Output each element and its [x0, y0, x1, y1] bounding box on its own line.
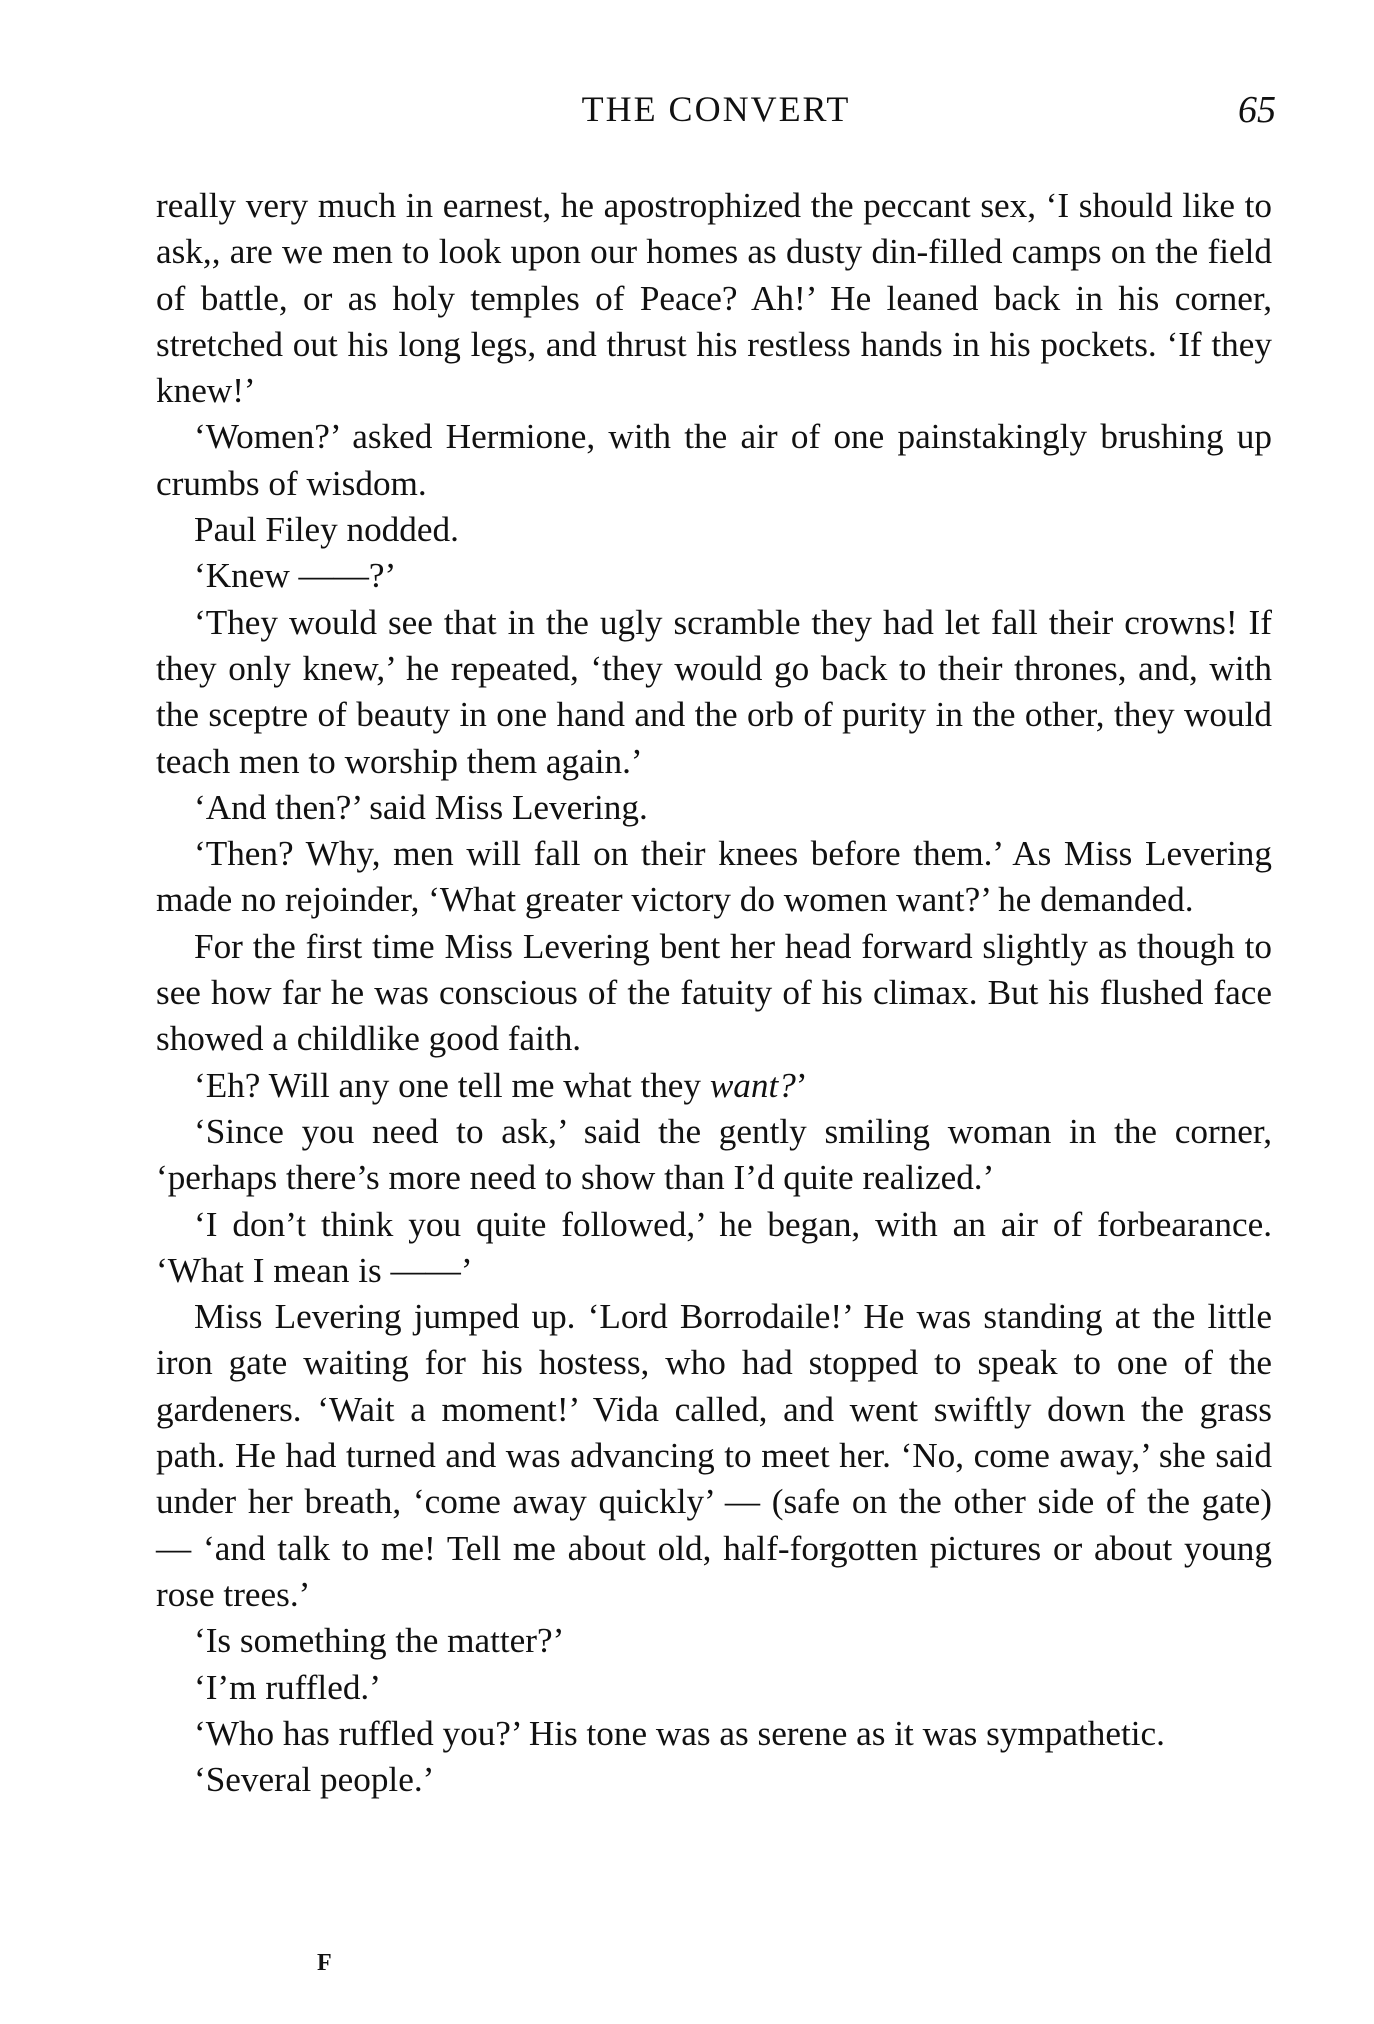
paragraph: Miss Levering jumped up. ‘Lord Borrodaile!’ He was standing at the little iron gate waiting for his hostess, who had stopped to speak to one of the gardeners. ‘Wait a moment!’ Vida called, and went swiftly down the grass path. He had turned and was advancing to meet her. ‘No, come away,’ she said under her breath, ‘come away quickly’ — (safe on the other side of the gate) — ‘and talk to me! Tell me about old, half-forgotten pictures or about young rose trees.’ — [156, 1297, 1272, 1614]
body-text — [156, 183, 1272, 1803]
paragraph: ‘Since you need to ask,’ said the gently smiling woman in the corner, ‘perhaps there’s more need to show than I’d quite realized.’ — [156, 1111, 1272, 1198]
paragraph-text: ‘Eh? Will any one tell me what they — [194, 1065, 710, 1105]
paragraph: ‘Women?’ asked Hermione, with the air of one painstakingly brushing up crumbs of wisdom. — [156, 417, 1272, 503]
paragraph: ‘I don’t think you quite followed,’ he began, with an air of forbearance. ‘What I mean is ——’ — [156, 1204, 1272, 1290]
paragraph-with-emphasis — [156, 1063, 1272, 1109]
paragraph: ‘Several people.’ — [194, 1760, 435, 1800]
paragraph: ‘Who has ruffled you?’ His tone was as serene as it was sympathetic. — [194, 1713, 1165, 1753]
paragraph: really very much in earnest, he apostrophized the peccant sex, ‘I should like to ask,, are we men to look upon our homes as dusty din-filled camps on the field of battle, or as holy temples of Peace? Ah!’ He leaned back in his corner, stretched out his long legs, and thrust his restless hands in his pockets. ‘If they knew!’ — [156, 186, 1272, 411]
page-number: 65 — [1238, 89, 1276, 131]
paragraph: ‘And then?’ said Miss Levering. — [194, 787, 648, 827]
running-head — [156, 88, 1276, 136]
signature-mark: F — [317, 1950, 332, 1976]
paragraph: ‘Is something the matter?’ — [194, 1621, 565, 1661]
paragraph: ‘Then? Why, men will fall on their knees before them.’ As Miss Levering made no rejoinder, ‘What greater victory do women want?’ he demanded. — [156, 834, 1272, 920]
emphasized-word: want? — [709, 1065, 796, 1105]
paragraph: For the first time Miss Levering bent her head forward slightly as though to see how far he was conscious of the fatuity of his climax. But his flushed face showed a childlike good faith. — [156, 926, 1272, 1059]
paragraph: ‘I’m ruffled.’ — [194, 1667, 381, 1707]
closing-quote: ’ — [795, 1065, 808, 1105]
running-title: THE CONVERT — [581, 89, 851, 129]
paragraph: Paul Filey nodded. — [194, 510, 459, 550]
paragraph: ‘Knew ——?’ — [194, 556, 397, 596]
paragraph: ‘They would see that in the ugly scramble they had let fall their crowns! If they only knew,’ he repeated, ‘they would go back to their thrones, and, with the sceptre of beauty in one hand and the orb of purity in the other, they would teach men to worship them again.’ — [156, 602, 1272, 781]
